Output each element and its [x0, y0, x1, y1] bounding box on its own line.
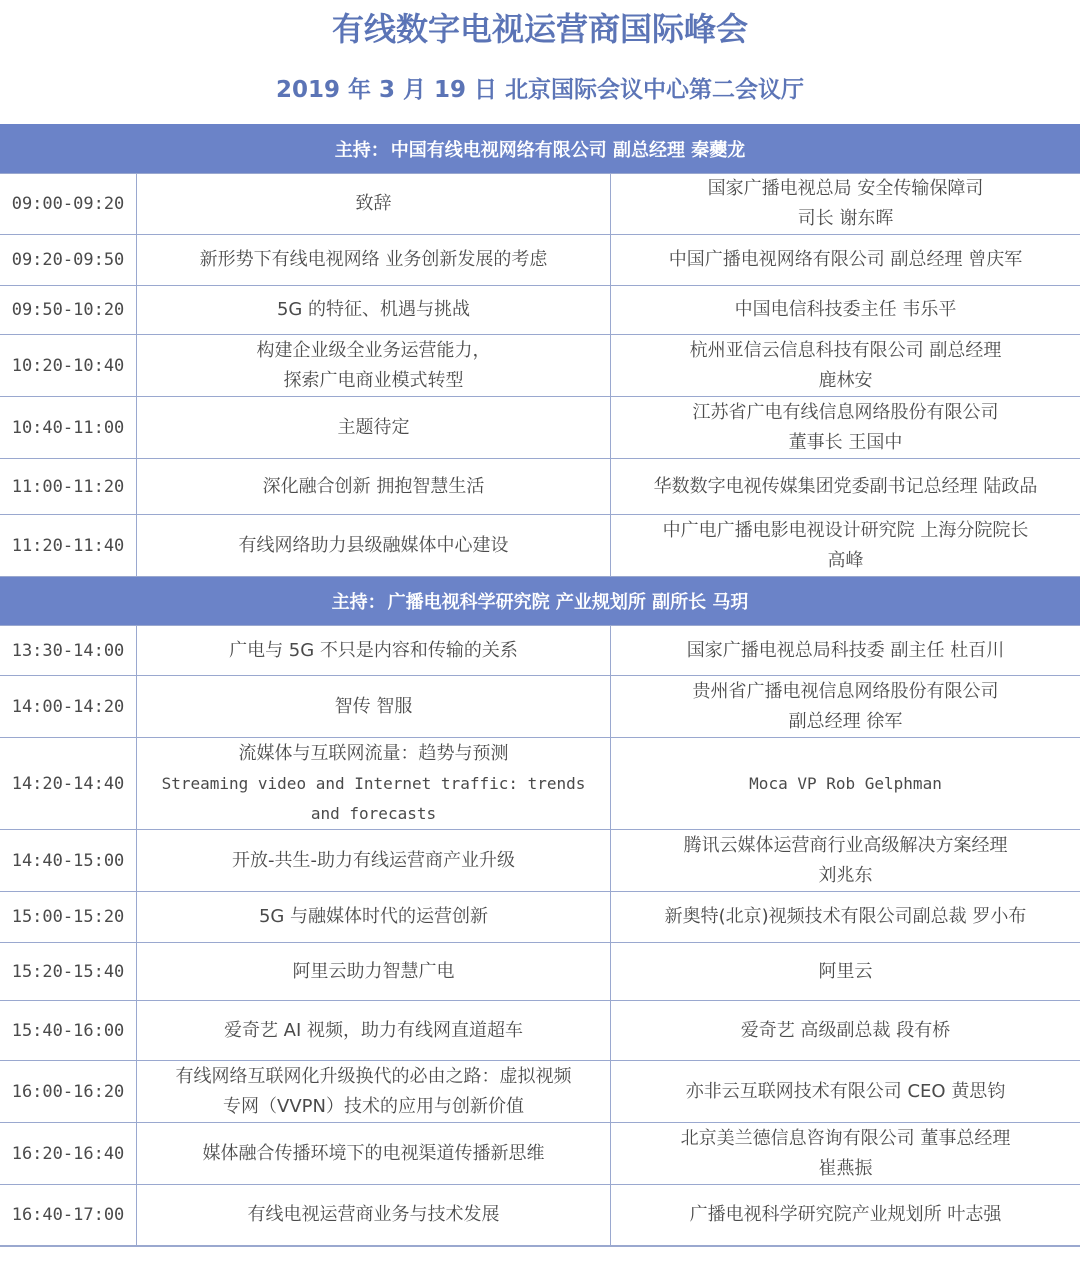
topic-line: 媒体融合传播环境下的电视渠道传播新思维 [202, 1142, 545, 1164]
topic-line: 阿里云助力智慧广电 [292, 960, 455, 982]
speaker-line: 腾讯云媒体运营商行业高级解决方案经理 [683, 834, 1008, 856]
talk-topic [137, 626, 611, 676]
speaker [611, 459, 1080, 515]
time-slot: 10:40-11:00 [0, 397, 137, 459]
speaker-line: 华数数字电视传媒集团党委副书记总经理 陆政品 [653, 475, 1038, 497]
speaker-line: 中国广播电视网络有限公司 副总经理 曾庆军 [668, 249, 1023, 270]
speaker-line: 贵州省广播电视信息网络股份有限公司 [692, 680, 999, 702]
speaker [611, 676, 1080, 738]
topic-line: 主题待定 [337, 416, 410, 438]
speaker [611, 335, 1080, 397]
topic-line: 爱奇艺 AI 视频，助力有线网直道超车 [223, 1019, 524, 1041]
speaker-line: 中广电广播电影电视设计研究院 上海分院院长 [662, 519, 1029, 541]
topic-line: 开放-共生-助力有线运营商产业升级 [232, 849, 515, 871]
topic-line: 专网（VVPN）技术的应用与创新价值 [223, 1095, 524, 1117]
topic-line: and forecasts [310, 803, 437, 823]
speaker [611, 397, 1080, 459]
talk-topic [137, 397, 611, 459]
schedule-table [0, 124, 1080, 1247]
speaker-line: 国家广播电视总局科技委 副主任 杜百川 [686, 639, 1005, 661]
talk-topic [137, 943, 611, 1001]
speaker-line: 杭州亚信云信息科技有限公司 副总经理 [689, 339, 1002, 361]
speaker [611, 286, 1080, 335]
speaker [611, 174, 1080, 235]
time-slot: 16:20-16:40 [0, 1123, 137, 1185]
topic-line: 流媒体与互联网流量：趋势与预测 [238, 742, 509, 764]
time-slot: 10:20-10:40 [0, 335, 137, 397]
talk-topic [137, 335, 611, 397]
speaker-line: 爱奇艺 高级副总裁 段有桥 [740, 1019, 951, 1041]
speaker-line: 鹿林安 [818, 369, 873, 391]
speaker-line: 副总经理 徐军 [788, 710, 903, 732]
time-slot: 11:20-11:40 [0, 515, 137, 577]
speaker-line: 江苏省广电有线信息网络股份有限公司 [692, 401, 999, 423]
speaker [611, 830, 1080, 892]
speaker [611, 1061, 1080, 1123]
talk-topic [137, 738, 611, 830]
speaker-line: 广播电视科学研究院产业规划所 叶志强 [689, 1204, 1002, 1225]
talk-topic [137, 1001, 611, 1061]
talk-topic [137, 459, 611, 515]
speaker [611, 738, 1080, 830]
session-host-bar [0, 124, 1080, 174]
speaker [611, 943, 1080, 1001]
topic-line: Streaming video and Internet traffic: trends [161, 773, 586, 793]
speaker-line: 董事长 王国中 [788, 431, 903, 453]
speaker [611, 626, 1080, 676]
speaker-line: 北京美兰德信息咨询有限公司 董事总经理 [680, 1127, 1011, 1149]
time-slot: 15:40-16:00 [0, 1001, 137, 1061]
speaker-line: 中国电信科技委主任 韦乐平 [734, 299, 957, 320]
speaker-line: 新奥特(北京)视频技术有限公司副总裁 罗小布 [664, 906, 1027, 927]
page-title: 有线数字电视运营商国际峰会 [331, 10, 748, 48]
page-subtitle: 2019 年 3 月 19 日 北京国际会议中心第二会议厅 [275, 77, 805, 103]
host-name: 广播电视科学研究院 产业规划所 副所长 马玥 [387, 592, 749, 613]
time-slot: 14:20-14:40 [0, 738, 137, 830]
time-slot: 09:00-09:20 [0, 174, 137, 235]
time-slot: 11:00-11:20 [0, 459, 137, 515]
speaker-line: 国家广播电视总局 安全传输保障司 [707, 178, 984, 199]
speaker [611, 1123, 1080, 1185]
time-slot: 09:20-09:50 [0, 235, 137, 286]
talk-topic [137, 515, 611, 577]
talk-topic [137, 830, 611, 892]
time-slot: 09:50-10:20 [0, 286, 137, 335]
speaker-line: 崔燕振 [818, 1157, 873, 1179]
speaker [611, 235, 1080, 286]
topic-line: 有线电视运营商业务与技术发展 [247, 1204, 500, 1225]
talk-topic [137, 1185, 611, 1246]
talk-topic [137, 174, 611, 235]
speaker-line: 司长 谢东晖 [797, 208, 894, 229]
topic-line: 构建企业级全业务运营能力， [256, 339, 491, 361]
time-slot: 15:00-15:20 [0, 892, 137, 943]
topic-line: 深化融合创新 拥抱智慧生活 [262, 475, 485, 497]
host-prefix: 主持： [331, 592, 386, 613]
speaker-line: 刘兆东 [818, 864, 873, 886]
talk-topic [137, 1061, 611, 1123]
speaker-line: 高峰 [827, 549, 864, 571]
speaker [611, 1001, 1080, 1061]
time-slot: 15:20-15:40 [0, 943, 137, 1001]
time-slot: 14:40-15:00 [0, 830, 137, 892]
talk-topic [137, 286, 611, 335]
talk-topic [137, 235, 611, 286]
topic-line: 5G 的特征、机遇与挑战 [276, 299, 471, 320]
topic-line: 5G 与融媒体时代的运营创新 [258, 906, 489, 927]
host-prefix: 主持： [334, 139, 389, 161]
topic-line: 智传 智服 [334, 695, 413, 717]
topic-line: 致辞 [355, 193, 392, 214]
talk-topic [137, 676, 611, 738]
session-host-bar [0, 577, 1080, 626]
topic-line: 探索广电商业模式转型 [283, 369, 464, 391]
time-slot: 14:00-14:20 [0, 676, 137, 738]
time-slot: 16:00-16:20 [0, 1061, 137, 1123]
host-name: 中国有线电视网络有限公司 副总经理 秦虁龙 [390, 139, 746, 161]
topic-line: 有线网络助力县级融媒体中心建设 [238, 534, 509, 556]
topic-line: 新形势下有线电视网络 业务创新发展的考虑 [199, 249, 548, 270]
talk-topic [137, 892, 611, 943]
speaker [611, 515, 1080, 577]
topic-line: 广电与 5G 不只是内容和传输的关系 [229, 639, 518, 661]
speaker-line: Moca VP Rob Gelphman [749, 773, 942, 793]
time-slot: 13:30-14:00 [0, 626, 137, 676]
topic-line: 有线网络互联网化升级换代的必由之路：虚拟视频 [175, 1065, 572, 1087]
speaker [611, 1185, 1080, 1246]
speaker-line: 亦非云互联网技术有限公司 CEO 黄思钧 [685, 1080, 1006, 1102]
talk-topic [137, 1123, 611, 1185]
speaker-line: 阿里云 [818, 960, 873, 982]
speaker [611, 892, 1080, 943]
time-slot: 16:40-17:00 [0, 1185, 137, 1246]
